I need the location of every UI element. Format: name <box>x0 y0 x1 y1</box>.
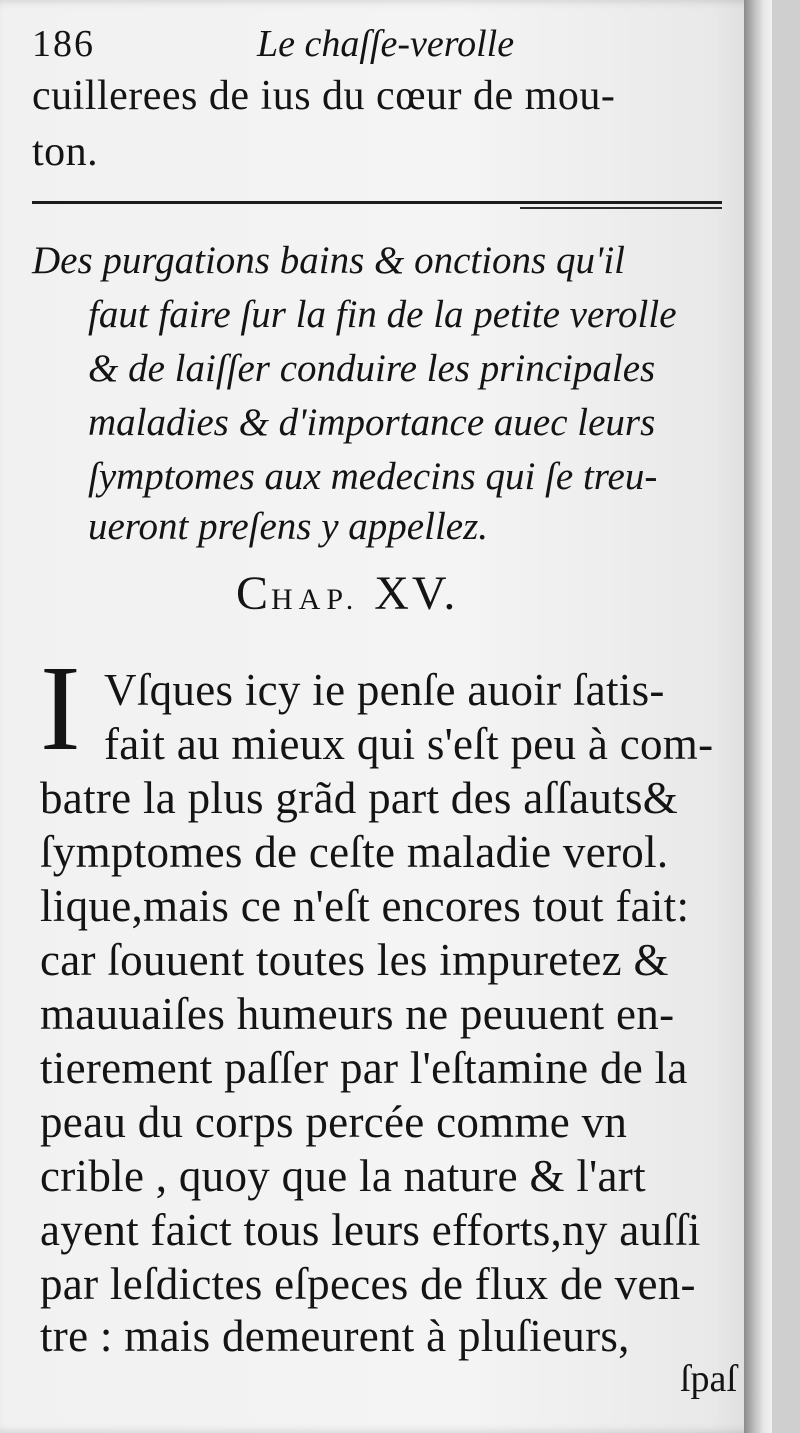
heading-line-4: maladies & d'importance auec leurs <box>88 401 656 444</box>
heading-line-1: Des purgations bains & onctions qu'il <box>32 239 625 282</box>
heading-line-2: faut faire ſur la fin de la petite verolle <box>88 293 677 336</box>
paragraph-line-13: tre : mais demeurent à pluſieurs, <box>40 1311 630 1361</box>
page-header <box>32 22 732 66</box>
paragraph-line-12: par leſdictes eſpeces de flux de ven- <box>40 1259 696 1309</box>
paragraph-line-8: tierement paſſer par l'eſtamine de la <box>40 1043 688 1093</box>
section-rule-secondary <box>520 207 722 209</box>
page-number: 186 <box>32 23 95 65</box>
chapter-numeral: XV. <box>374 567 459 620</box>
intro-line-1: cuillerees de ius du cœur de mou- <box>32 73 616 119</box>
paragraph-line-1: Vſques icy ie penſe auoir ſatis- <box>104 665 665 715</box>
catchword: ſpaſ <box>680 1358 737 1400</box>
chapter-heading <box>236 566 458 621</box>
paragraph-line-7: mauuaiſes humeurs ne peuuent en- <box>40 989 675 1039</box>
chapter-prefix: C <box>236 567 272 620</box>
paragraph-line-11: ayent faict tous leurs efforts,ny auſſi <box>40 1205 701 1255</box>
heading-line-3: & de laiſſer conduire les principales <box>88 347 656 390</box>
drop-cap: I <box>40 641 81 776</box>
section-rule <box>32 201 722 204</box>
paragraph-line-4: ſymptomes de ceſte maladie verol. <box>40 827 669 877</box>
page-gutter-shadow <box>744 0 772 1433</box>
paragraph-line-10: crible , quoy que la nature & l'art <box>40 1151 646 1201</box>
paragraph-line-9: peau du corps percée comme vn <box>40 1097 628 1147</box>
heading-line-6: ueront preſens y appellez. <box>88 505 489 548</box>
paragraph-line-3: batre la plus grãd part des aſſauts& <box>40 773 679 823</box>
heading-line-5: ſymptomes aux medecins qui ſe treu- <box>88 455 658 498</box>
paragraph-line-5: lique,mais ce n'eſt encores tout fait: <box>40 881 690 931</box>
intro-line-2: ton. <box>32 129 99 175</box>
chapter-smallcaps: HAP. <box>271 583 360 616</box>
paragraph-line-2: fait au mieux qui s'eſt peu à com- <box>104 719 714 769</box>
running-title: Le chaſſe-verolle <box>257 23 515 65</box>
paragraph-line-6: car ſouuent toutes les impuretez & <box>40 935 669 985</box>
